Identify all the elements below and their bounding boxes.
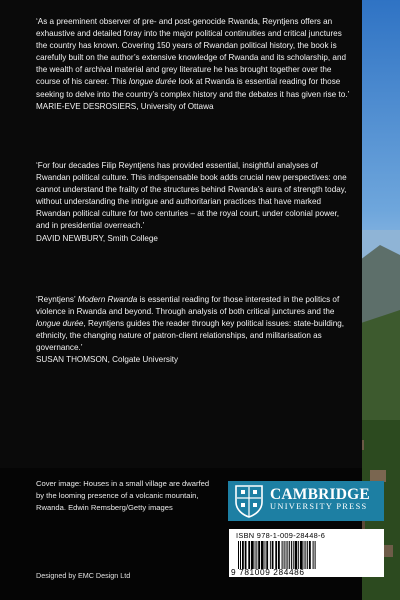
blurb-1-text: ‘As a preeminent observer of pre- and post-genocide Rwanda, Reyntjens offers an exhaustive and detailed foray into the major political continuities and critical junctures the country has known. Covering 150 years of Rwandan political history, the book is carefully built on the author’s extensive knowledge of Rwanda and its scholarship, and the wealth of archival material and grey literature he has brought together over the course of his career. This longue durée look at Rwanda is essential reading for those seeking to delve into the country’s complex history and the debates it has given rise to.’ xyxy=(36,17,350,99)
cambridge-shield-icon xyxy=(234,484,264,518)
blurb-3 xyxy=(36,294,354,367)
barcode-digits: 9 781009 284486 xyxy=(231,567,305,577)
blurb-3-attribution: SUSAN THOMSON, Colgate University xyxy=(36,355,179,365)
blurb-2 xyxy=(36,160,354,245)
blurb-1-attribution: MARIE-EVE DESROSIERS, University of Ottawa xyxy=(36,101,214,111)
barcode-bars xyxy=(237,541,377,569)
blurb-2-text: ‘For four decades Filip Reyntjens has provided essential, insightful analyses of Rwandan political culture. This indispensable book adds crucial new perspectives: one cannot understand the frailty of the structures behind Rwanda’s aura of strength today, without understanding the intrigue and authoritarian practices that have marked Rwandan political culture for two centuries – at the royal court, under colonial power, and in presidential overreach.’ xyxy=(36,161,347,231)
publisher-name: CAMBRIDGE xyxy=(270,486,370,503)
blurb-2-attribution: DAVID NEWBURY, Smith College xyxy=(36,233,158,243)
designer-credit: Designed by EMC Design Ltd xyxy=(36,571,131,580)
publisher-logo-block xyxy=(228,481,384,521)
cover-image-caption: Cover image: Houses in a small village are dwarfed by the looming presence of a volcanic mountain, Rwanda. Edwin Remsberg/Getty images xyxy=(36,479,210,513)
isbn-label: ISBN 978-1-009-28448-6 xyxy=(236,531,326,540)
publisher-subname: UNIVERSITY PRESS xyxy=(270,502,368,511)
blurb-3-text: ‘Reyntjens’ Modern Rwanda is essential reading for those interested in the politics of violence in Rwanda and beyond. Through analysis of both critical junctures and the longue durée, Reyntjens guides the reader through key political issues: state-building, ethnicity, the changing nature of patron-client relationships, and militarisation as governance.’ xyxy=(36,295,345,353)
blurb-1 xyxy=(36,16,354,113)
barcode-box xyxy=(229,529,384,577)
